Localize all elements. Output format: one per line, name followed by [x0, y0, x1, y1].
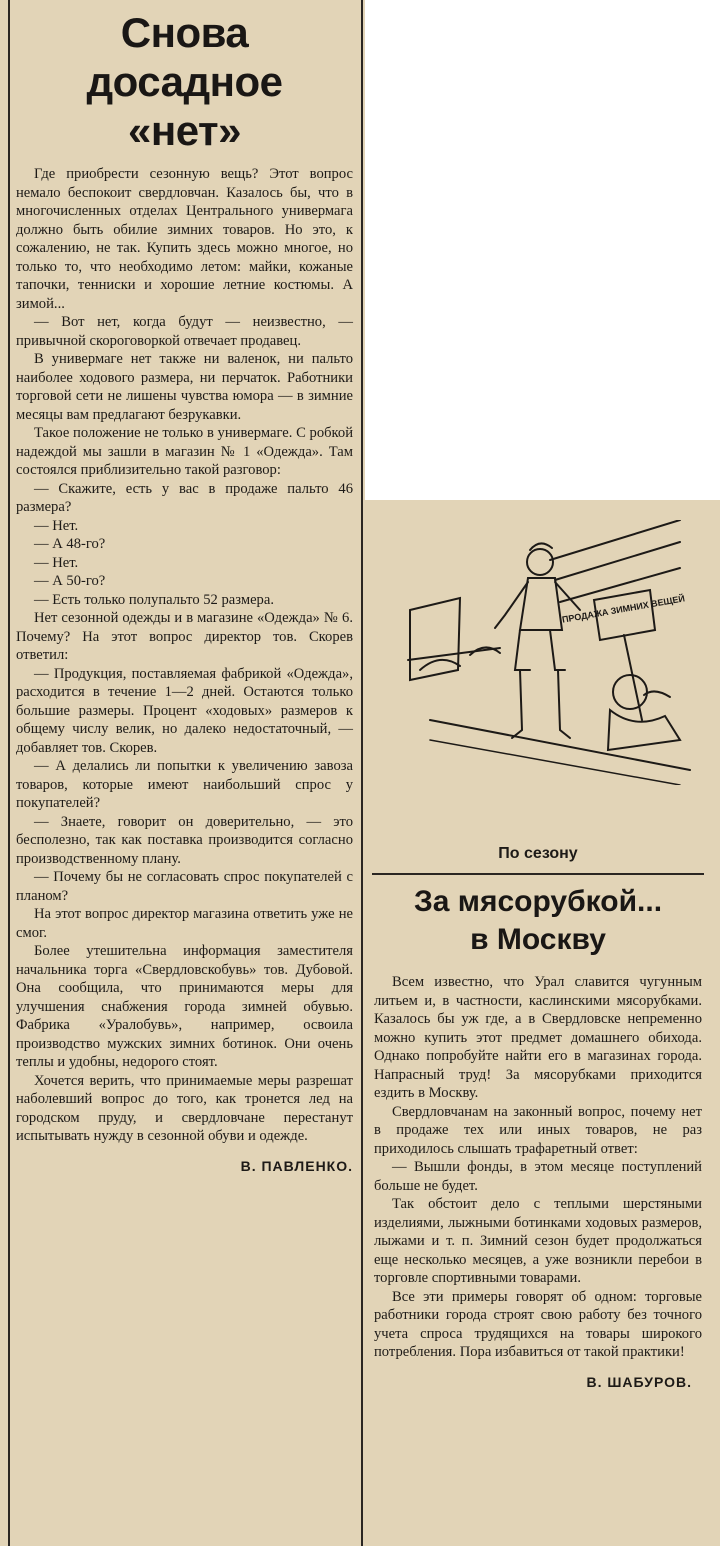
- paragraph: Всем известно, что Урал славится чугунным литьем и, в частности, каслинскими мясорубками. Казалось бы уж где, а в Свердловске непременно можно купить этот предмет домашнего обихода. Однако попробуйте найти его в магазинах города. Напрасный труд! За мясорубками приходится ездить в Москву.: [374, 974, 702, 1101]
- paragraph: В универмаге нет также ни валенок, ни пальто наиболее ходового размера, ни перчаток. Работники торговой сети не лишены чувства юмора — в зимние месяцы вам предлагают безрукавки.: [16, 351, 353, 423]
- left-article-body: [16, 165, 353, 1146]
- left-article-signature: В. ПАВЛЕНКО.: [240, 1157, 353, 1174]
- paragraph: — Скажите, есть у вас в продаже пальто 46 размера?: [16, 480, 353, 515]
- left-article: [16, 8, 353, 1174]
- paragraph: — А делались ли попытки к увеличению завоза товаров, которые имеют наибольший спрос у покупателей?: [16, 758, 353, 811]
- paragraph: Более утешительна информация заместителя начальника торга «Свердловскобувь» тов. Дубовой. Она сообщила, что принимаются меры для улучшения снабжения города зимней обувью. Фабрика «Уралобувь», например, освоила производство мужских зимних ботинок. Они очень теплы и удобны, недорого стоят.: [16, 943, 353, 1070]
- paragraph: Нет сезонной одежды и в магазине «Одежда» № 6. Почему? На этот вопрос директор тов. Скорев ответил:: [16, 610, 353, 663]
- paragraph: Свердловчанам на законный вопрос, почему нет в продаже тех или иных товаров, не раз приходилось слышать трафаретный ответ:: [374, 1103, 702, 1157]
- paragraph: — Вот нет, когда будут — неизвестно, — привычной скороговоркой отвечает продавец.: [16, 314, 353, 349]
- cartoon-sign-text: ПРОДАЖА ЗИМНИХ ВЕЩЕЙ: [561, 593, 686, 625]
- paragraph: Так обстоит дело с теплыми шерстяными изделиями, лыжными ботинками ходовых размеров, лыжами и т. п. Зимний сезон будет продолжаться еще несколько месяцев, а уже возникли перебои в торговле спортивными товарами.: [374, 1196, 702, 1286]
- left-column-rule: [8, 0, 10, 1546]
- paragraph: Все эти примеры говорят об одном: торговые работники города строят свою работу без точного учета спроса трудящихся на товары широкого потребления. Пора избавиться от такой практики!: [374, 1288, 702, 1360]
- cartoon-drawing: [380, 520, 696, 785]
- paragraph: — Знаете, говорит он доверительно, — это бесполезно, так как поставка производится согласно производственному плану.: [16, 813, 353, 867]
- paragraph: Хочется верить, что принимаемые меры разрешат наболевший вопрос до того, как тронется лед на городском пруду, и свердловчане перестанут испытывать нужду в сезонной обуви и одежде.: [16, 1072, 353, 1144]
- right-article-headline: [368, 883, 708, 959]
- headline-line: досадное: [86, 58, 283, 105]
- paragraph: — А 48-го?: [34, 536, 106, 552]
- paragraph: Где приобрести сезонную вещь? Этот вопрос немало беспокоит свердловчан. Казалось бы, что в многочисленных отделах Центрального универмага должно быть обилие зимних товаров. Но это, к сожалению, не так. Купить здесь можно многое, но только то, что необходимо летом: майки, кожаные тапочки, тенниски и хорошие летние костюмы. А зимой...: [16, 166, 353, 312]
- right-article-signature: В. ШАБУРОВ.: [586, 1373, 692, 1390]
- paragraph: — Продукция, поставляемая фабрикой «Одежда», расходится в течение 1—2 дней. Остаются только большие размеры. Процент «ходовых» размеров к общему числу велик, но далеко недостаточный, — добавляет тов. Скорев.: [16, 665, 353, 756]
- right-article-body: [368, 973, 708, 1362]
- cartoon-caption: По сезону: [498, 845, 578, 862]
- cartoon-illustration: [380, 520, 696, 785]
- paragraph: — Нет.: [34, 554, 79, 571]
- paragraph: На этот вопрос директор магазина ответить уже не смог.: [16, 906, 353, 941]
- paragraph: — Нет.: [34, 517, 79, 534]
- headline-line: в Москву: [470, 923, 606, 956]
- right-column: [368, 520, 708, 1390]
- paragraph: — Вышли фонды, в этом месяце поступлений больше не будет.: [374, 1159, 702, 1194]
- section-divider: [372, 873, 704, 875]
- headline-line: За мясорубкой...: [413, 885, 663, 918]
- paragraph: Такое положение не только в универмаге. С робкой надеждой мы зашли в магазин № 1 «Одежда». Там состоялся приблизительно такой разговор:: [16, 425, 353, 478]
- paragraph: — Есть только полупальто 52 размера.: [34, 591, 274, 608]
- headline-line: Снова: [120, 9, 249, 56]
- paragraph: — А 50-го?: [34, 573, 106, 589]
- center-column-rule: [361, 0, 363, 1546]
- headline-line: «нет»: [128, 107, 241, 154]
- paragraph: — Почему бы не согласовать спрос покупателей с планом?: [16, 869, 353, 904]
- left-article-headline: [16, 8, 353, 155]
